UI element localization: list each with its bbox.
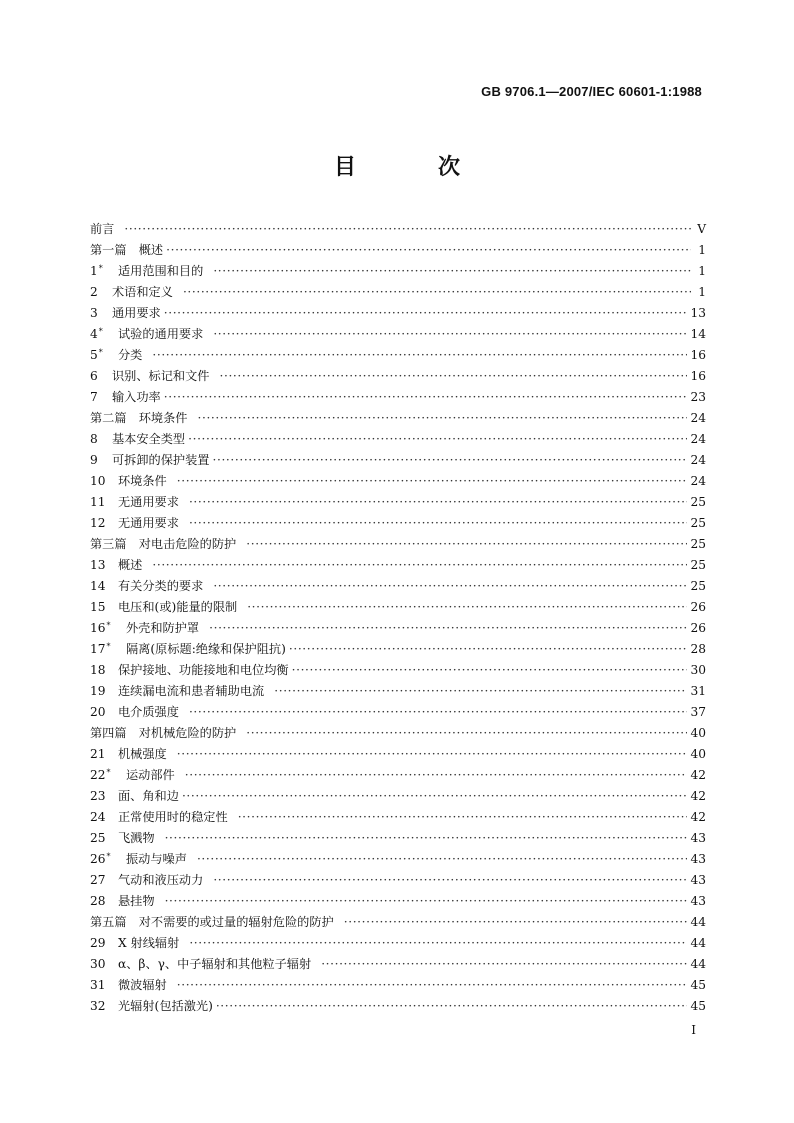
toc-entry-page: 23	[690, 390, 706, 404]
dot-leader	[198, 408, 688, 429]
asterisk-mark: *	[106, 768, 111, 777]
toc-entry-number	[90, 933, 118, 954]
toc-entry-number	[90, 429, 112, 450]
toc-entry[interactable]	[90, 555, 706, 576]
toc-entry-page: 44	[690, 936, 706, 950]
toc-entry-number-text: 30	[90, 957, 106, 971]
toc-entry-number	[90, 660, 118, 681]
dot-leader	[292, 660, 688, 681]
toc-entry-page: 26	[690, 600, 706, 614]
toc-entry-title: 概述	[118, 558, 143, 572]
toc-entry-page: 16	[690, 369, 706, 383]
toc-entry-number	[90, 471, 118, 492]
toc-entry-title: 第五篇 对不需要的或过量的辐射危险的防护	[90, 915, 334, 929]
toc-entry[interactable]	[90, 576, 706, 597]
toc-entry-number	[90, 828, 118, 849]
toc-entry[interactable]	[90, 240, 706, 261]
toc-entry-page: 1	[698, 285, 706, 299]
page-number: I	[691, 1023, 696, 1037]
toc-entry-page: 42	[690, 810, 706, 824]
toc-entry-number	[90, 282, 112, 303]
toc-entry[interactable]	[90, 933, 706, 954]
toc-entry[interactable]	[90, 513, 706, 534]
toc-entry-page: 25	[690, 516, 706, 530]
toc-entry-number	[90, 513, 118, 534]
toc-entry-title: 气动和液压动力	[118, 873, 204, 887]
toc-entry-page: 25	[690, 495, 706, 509]
toc-entry-number-text: 1	[90, 264, 98, 278]
toc-entry[interactable]	[90, 681, 706, 702]
toc-entry-number	[90, 450, 112, 471]
toc-entry[interactable]	[90, 345, 706, 366]
asterisk-mark: *	[106, 621, 111, 630]
toc-entry-number	[90, 996, 118, 1017]
toc-entry-page: 1	[698, 264, 706, 278]
toc-entry-page: 40	[690, 726, 706, 740]
dot-leader	[188, 429, 687, 450]
toc-entry-number-text: 25	[90, 831, 106, 845]
toc-entry-page: 25	[690, 558, 706, 572]
dot-leader	[177, 744, 688, 765]
toc-entry[interactable]	[90, 891, 706, 912]
toc-entry[interactable]	[90, 324, 706, 345]
toc-entry-title: 振动与噪声	[126, 852, 187, 866]
toc-entry-number	[90, 891, 118, 912]
toc-entry-number-text: 19	[90, 684, 106, 698]
toc-entry-title: α、β、γ、中子辐射和其他粒子辐射	[118, 957, 312, 971]
toc-entry[interactable]	[90, 597, 706, 618]
toc-entry-number	[90, 702, 118, 723]
dot-leader	[164, 387, 688, 408]
toc-entry-number-text: 12	[90, 516, 106, 530]
toc-entry[interactable]	[90, 282, 706, 303]
dot-leader	[213, 261, 691, 282]
toc-entry-number	[90, 345, 118, 367]
toc-entry-number-text: 2	[90, 285, 98, 299]
toc-entry-title: 试验的通用要求	[118, 327, 204, 341]
toc-entry-number	[90, 576, 118, 597]
dot-leader	[213, 576, 687, 597]
toc-entry-title: 隔离(原标题:绝缘和保护阻抗)	[126, 642, 286, 656]
dot-leader	[165, 828, 688, 849]
dot-leader	[238, 807, 688, 828]
toc-entry-number-text: 8	[90, 432, 98, 446]
toc-entry-number-text: 27	[90, 873, 106, 887]
toc-entry-title: 第三篇 对电击危险的防护	[90, 537, 237, 551]
dot-leader	[344, 912, 688, 933]
dot-leader	[189, 492, 688, 513]
toc-entry-title: 有关分类的要求	[118, 579, 204, 593]
toc-entry-page: 43	[690, 831, 706, 845]
dot-leader	[152, 555, 687, 576]
toc-entry-page: 43	[690, 852, 706, 866]
dot-leader	[289, 639, 688, 660]
toc-entry-number	[90, 597, 118, 618]
toc-entry-number	[90, 744, 118, 765]
page-title: 目 次	[333, 155, 490, 180]
toc-entry-title: 可拆卸的保护装置	[112, 453, 210, 467]
toc-entry[interactable]	[90, 786, 706, 807]
toc-entry[interactable]	[90, 954, 706, 975]
dot-leader	[213, 324, 687, 345]
toc-entry-title: 保护接地、功能接地和电位均衡	[118, 663, 289, 677]
toc-entry[interactable]	[90, 744, 706, 765]
toc-entry-number	[90, 366, 112, 387]
toc-entry[interactable]	[90, 450, 706, 471]
toc-entry[interactable]	[90, 723, 706, 744]
asterisk-mark: *	[98, 327, 103, 336]
toc-entry-page: 44	[690, 915, 706, 929]
toc-entry[interactable]	[90, 996, 706, 1017]
toc-entry-number-text: 16	[90, 621, 106, 635]
dot-leader	[189, 702, 688, 723]
toc-entry-page: 40	[690, 747, 706, 761]
toc-entry[interactable]	[90, 912, 706, 933]
toc-entry-number	[90, 849, 126, 871]
toc-entry-page: 16	[690, 348, 706, 362]
table-of-contents	[90, 219, 706, 1017]
toc-entry[interactable]	[90, 429, 706, 450]
toc-entry-page: 26	[690, 621, 706, 635]
toc-entry-title: 分类	[118, 348, 143, 362]
dot-leader	[220, 366, 688, 387]
toc-entry-number-text: 10	[90, 474, 106, 488]
toc-entry-page: 37	[690, 705, 706, 719]
toc-entry[interactable]	[90, 765, 706, 786]
toc-entry-page: 42	[690, 789, 706, 803]
toc-entry-number-text: 13	[90, 558, 106, 572]
toc-entry-title: 光辐射(包括激光)	[118, 999, 213, 1013]
toc-entry-page: 31	[690, 684, 706, 698]
toc-entry-number	[90, 555, 118, 576]
toc-entry-page: 45	[690, 999, 706, 1013]
toc-entry-number-text: 32	[90, 999, 106, 1013]
dot-leader	[183, 282, 691, 303]
toc-entry[interactable]	[90, 261, 706, 282]
toc-entry-title: 微波辐射	[118, 978, 167, 992]
toc-entry-page: 24	[690, 411, 706, 425]
toc-entry-title: 外壳和防护罩	[126, 621, 200, 635]
dot-leader	[213, 450, 688, 471]
toc-entry-number	[90, 618, 126, 640]
dot-leader	[165, 891, 688, 912]
toc-entry[interactable]	[90, 387, 706, 408]
standard-code: GB 9706.1—2007/IEC 60601-1:1988	[481, 84, 702, 99]
toc-entry-title: 无通用要求	[118, 495, 179, 509]
toc-entry-number-text: 9	[90, 453, 98, 467]
toc-entry[interactable]	[90, 219, 706, 240]
toc-entry[interactable]	[90, 702, 706, 723]
toc-entry-number-text: 29	[90, 936, 106, 950]
toc-entry-page: 13	[690, 306, 706, 320]
toc-entry-title: 适用范围和目的	[118, 264, 204, 278]
toc-entry[interactable]	[90, 534, 706, 555]
toc-entry-title: 第四篇 对机械危险的防护	[90, 726, 237, 740]
toc-entry-title: 术语和定义	[112, 285, 173, 299]
toc-entry[interactable]	[90, 303, 706, 324]
toc-entry-number	[90, 492, 118, 513]
toc-entry-page: 43	[690, 894, 706, 908]
dot-leader	[152, 345, 687, 366]
asterisk-mark: *	[106, 852, 111, 861]
toc-entry[interactable]	[90, 492, 706, 513]
toc-entry[interactable]	[90, 807, 706, 828]
toc-entry-page: 43	[690, 873, 706, 887]
toc-entry-number	[90, 765, 126, 787]
toc-entry-number	[90, 681, 118, 702]
dot-leader	[209, 618, 687, 639]
toc-entry-number-text: 28	[90, 894, 106, 908]
toc-entry-page: 45	[690, 978, 706, 992]
toc-entry-number	[90, 324, 118, 346]
toc-entry[interactable]	[90, 618, 706, 639]
toc-entry-number	[90, 303, 112, 324]
toc-entry-title: 电介质强度	[118, 705, 179, 719]
toc-entry-title: X 射线辐射	[118, 936, 180, 950]
toc-entry-number-text: 20	[90, 705, 106, 719]
toc-entry-page: 30	[690, 663, 706, 677]
dot-leader	[124, 219, 691, 240]
toc-entry[interactable]	[90, 408, 706, 429]
dot-leader	[246, 723, 687, 744]
dot-leader	[189, 933, 687, 954]
toc-entry-title: 环境条件	[118, 474, 167, 488]
toc-entry-number-text: 31	[90, 978, 106, 992]
toc-entry-number-text: 6	[90, 369, 98, 383]
toc-entry-number-text: 24	[90, 810, 106, 824]
toc-entry-number-text: 14	[90, 579, 106, 593]
toc-entry-number-text: 11	[90, 495, 106, 509]
toc-entry-title: 第一篇 概述	[90, 243, 164, 257]
toc-entry-number-text: 21	[90, 747, 106, 761]
toc-entry-page: 44	[690, 957, 706, 971]
toc-entry-page: 1	[698, 243, 706, 257]
toc-entry-number-text: 26	[90, 852, 106, 866]
toc-entry-number-text: 3	[90, 306, 98, 320]
dot-leader	[166, 240, 691, 261]
asterisk-mark: *	[98, 264, 103, 273]
toc-entry-number	[90, 954, 118, 975]
toc-entry-number-text: 7	[90, 390, 98, 404]
toc-entry-title: 输入功率	[112, 390, 161, 404]
dot-leader	[177, 471, 688, 492]
toc-entry-page: V	[697, 222, 706, 236]
toc-entry-number-text: 18	[90, 663, 106, 677]
dot-leader	[182, 786, 688, 807]
toc-entry-title: 悬挂物	[118, 894, 155, 908]
toc-entry[interactable]	[90, 639, 706, 660]
toc-entry[interactable]	[90, 471, 706, 492]
toc-entry[interactable]	[90, 366, 706, 387]
asterisk-mark: *	[106, 642, 111, 651]
toc-entry-title: 识别、标记和文件	[112, 369, 210, 383]
toc-entry-number-text: 4	[90, 327, 98, 341]
dot-leader	[274, 681, 687, 702]
asterisk-mark: *	[98, 348, 103, 357]
toc-entry[interactable]	[90, 975, 706, 996]
toc-entry-title: 前言	[90, 222, 115, 236]
toc-entry-page: 25	[690, 537, 706, 551]
toc-entry-number-text: 5	[90, 348, 98, 362]
toc-entry[interactable]	[90, 849, 706, 870]
toc-entry[interactable]	[90, 828, 706, 849]
toc-entry-page: 24	[690, 474, 706, 488]
toc-entry-title: 机械强度	[118, 747, 167, 761]
toc-entry-title: 面、角和边	[118, 789, 179, 803]
toc-entry-number-text: 15	[90, 600, 106, 614]
toc-entry-page: 14	[690, 327, 706, 341]
dot-leader	[216, 996, 688, 1017]
toc-entry-title: 无通用要求	[118, 516, 179, 530]
toc-entry-page: 28	[690, 642, 706, 656]
dot-leader	[177, 975, 688, 996]
toc-entry-page: 25	[690, 579, 706, 593]
dot-leader	[213, 870, 687, 891]
toc-entry-page: 24	[690, 453, 706, 467]
toc-entry-title: 第二篇 环境条件	[90, 411, 188, 425]
toc-entry-number	[90, 975, 118, 996]
toc-entry[interactable]	[90, 870, 706, 891]
toc-entry-number-text: 22	[90, 768, 106, 782]
dot-leader	[197, 849, 688, 870]
toc-entry-page: 42	[690, 768, 706, 782]
toc-entry-number-text: 23	[90, 789, 106, 803]
toc-entry-page: 24	[690, 432, 706, 446]
toc-entry-number	[90, 639, 126, 661]
dot-leader	[185, 765, 688, 786]
toc-entry-title: 通用要求	[112, 306, 161, 320]
toc-entry-title: 正常使用时的稳定性	[118, 810, 228, 824]
dot-leader	[246, 534, 687, 555]
dot-leader	[247, 597, 687, 618]
toc-entry-title: 连续漏电流和患者辅助电流	[118, 684, 265, 698]
toc-entry-number-text: 17	[90, 642, 106, 656]
toc-entry-number	[90, 870, 118, 891]
dot-leader	[164, 303, 688, 324]
dot-leader	[189, 513, 688, 534]
toc-entry-number	[90, 807, 118, 828]
toc-entry-number	[90, 387, 112, 408]
toc-entry-title: 电压和(或)能量的限制	[118, 600, 238, 614]
toc-entry[interactable]	[90, 660, 706, 681]
toc-entry-title: 基本安全类型	[112, 432, 186, 446]
toc-entry-number	[90, 786, 118, 807]
toc-entry-number	[90, 261, 118, 283]
toc-entry-title: 飞溅物	[118, 831, 155, 845]
toc-entry-title: 运动部件	[126, 768, 175, 782]
dot-leader	[321, 954, 687, 975]
